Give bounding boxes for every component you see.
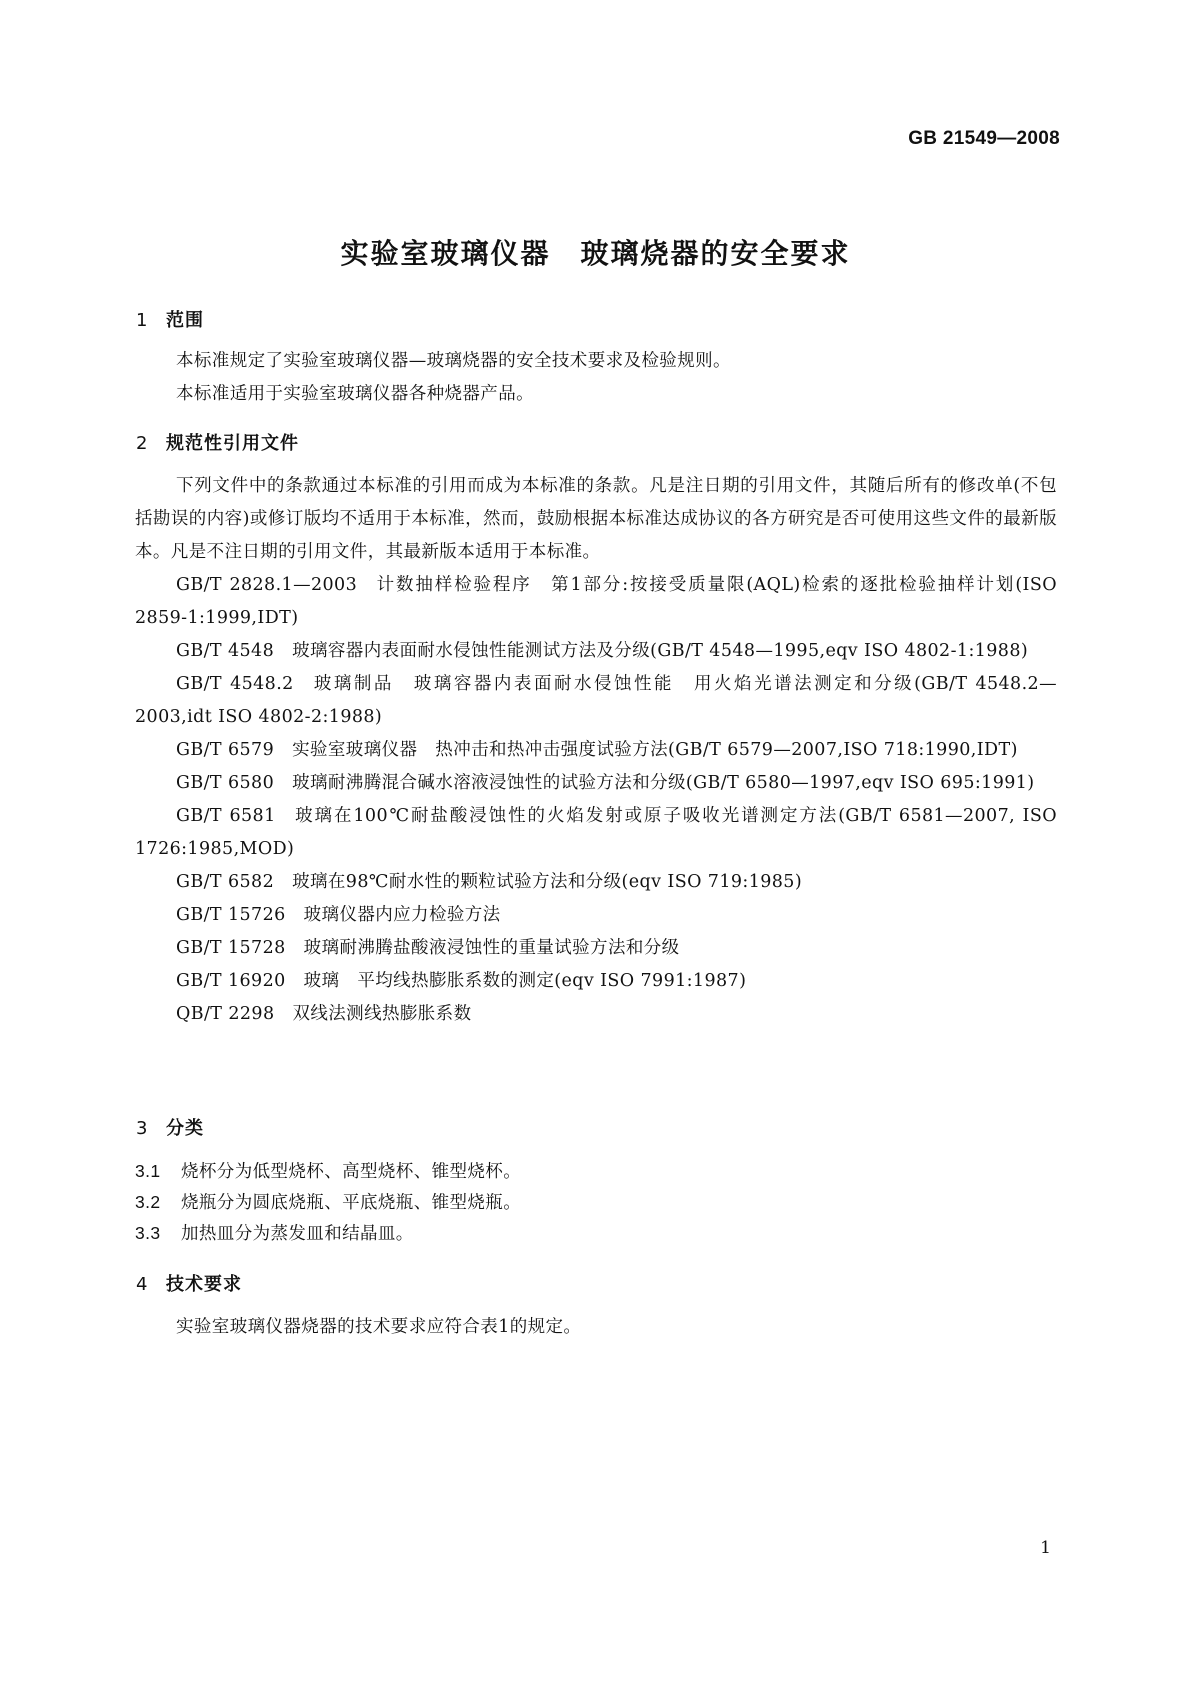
section-heading-technical-requirements [136,1270,242,1296]
scope-paragraph: 本标准适用于实验室玻璃仪器各种烧器产品。 [176,384,534,404]
section-number: 3 [136,1118,149,1139]
reference-code: QB/T 2298 [176,1004,275,1024]
reference-item [135,569,1057,635]
reference-item [135,800,1057,866]
reference-item [135,932,1057,965]
subsection-number: 3.1 [135,1161,161,1181]
document-title: 实验室玻璃仪器 玻璃烧器的安全要求 [340,237,851,270]
classification-item [135,1189,521,1214]
reference-code: GB/T 15726 [176,905,286,925]
section-title: 范围 [166,310,204,331]
standard-code: GB 21549—2008 [908,128,1060,149]
section-title: 分类 [166,1118,204,1139]
reference-code: GB/T 4548 [176,641,275,661]
reference-item [135,668,1057,734]
references-intro [135,470,1057,569]
reference-code: GB/T 16920 [176,971,286,991]
technical-requirements-text [135,1311,1057,1344]
reference-title: 玻璃仪器内应力检验方法 [303,905,501,925]
section-number: 4 [136,1274,149,1295]
reference-code: GB/T 6579 [176,740,275,760]
reference-title: 玻璃在100℃耐盐酸浸蚀性的火焰发射或原子吸收光谱测定方法(GB/T 6581—2007, ISO 1726:1985,MOD) [135,806,1057,859]
section-heading-scope [136,306,204,332]
subsection-number: 3.2 [135,1192,161,1212]
reference-title: 玻璃制品 玻璃容器内表面耐水侵蚀性能 用火焰光谱法测定和分级(GB/T 4548.2—2003,idt ISO 4802-2:1988) [135,674,1057,727]
reference-title: 玻璃耐沸腾盐酸液浸蚀性的重量试验方法和分级 [303,938,680,958]
section-title: 规范性引用文件 [166,433,299,454]
scope-text [135,345,1057,411]
scope-paragraph: 本标准规定了实验室玻璃仪器—玻璃烧器的安全技术要求及检验规则。 [176,351,731,371]
subsection-number: 3.3 [135,1223,161,1243]
reference-title: 玻璃 平均线热膨胀系数的测定(eqv ISO 7991:1987) [303,971,747,991]
technical-requirements-paragraph: 实验室玻璃仪器烧器的技术要求应符合表1的规定。 [176,1317,582,1337]
classification-item [135,1220,414,1245]
reference-item [135,635,1057,668]
subsection-text: 烧瓶分为圆底烧瓶、平底烧瓶、锥型烧瓶。 [181,1193,522,1213]
reference-title: 玻璃耐沸腾混合碱水溶液浸蚀性的试验方法和分级(GB/T 6580—1997,eqv ISO 695:1991) [292,773,1035,793]
reference-item [135,965,1057,998]
section-number: 2 [136,433,149,454]
references-intro-paragraph: 下列文件中的条款通过本标准的引用而成为本标准的条款。凡是注日期的引用文件，其随后所有的修改单(不包括勘误的内容)或修订版均不适用于本标准，然而，鼓励根据本标准达成协议的各方研究是否可使用这些文件的最新版本。凡是不注日期的引用文件，其最新版本适用于本标准。 [135,476,1057,562]
section-title: 技术要求 [166,1274,242,1295]
reference-code: GB/T 6582 [176,872,275,892]
reference-code: GB/T 2828.1—2003 [176,575,358,595]
reference-item [135,899,1057,932]
reference-item [135,998,1057,1031]
reference-title: 计数抽样检验程序 第1部分:按接受质量限(AQL)检索的逐批检验抽样计划(ISO 2859-1:1999,IDT) [135,575,1057,628]
reference-title: 实验室玻璃仪器 热冲击和热冲击强度试验方法(GB/T 6579—2007,ISO 718:1990,IDT) [292,740,1018,760]
section-heading-classification [136,1114,204,1140]
reference-title: 双线法测线热膨胀系数 [292,1004,472,1024]
subsection-text: 加热皿分为蒸发皿和结晶皿。 [181,1224,414,1244]
section-number: 1 [136,310,149,331]
page-number: 1 [1040,1538,1051,1558]
section-heading-normative-references [136,429,299,455]
reference-code: GB/T 6581 [176,806,276,826]
reference-item [135,866,1057,899]
reference-item [135,734,1057,767]
reference-code: GB/T 15728 [176,938,286,958]
reference-title: 玻璃容器内表面耐水侵蚀性能测试方法及分级(GB/T 4548—1995,eqv ISO 4802-1:1988) [292,641,1029,661]
reference-code: GB/T 4548.2 [176,674,294,694]
subsection-text: 烧杯分为低型烧杯、高型烧杯、锥型烧杯。 [181,1162,522,1182]
reference-item [135,767,1057,800]
reference-title: 玻璃在98℃耐水性的颗粒试验方法和分级(eqv ISO 719:1985) [292,872,803,892]
reference-code: GB/T 6580 [176,773,275,793]
reference-list [135,569,1057,1031]
classification-item [135,1158,521,1183]
